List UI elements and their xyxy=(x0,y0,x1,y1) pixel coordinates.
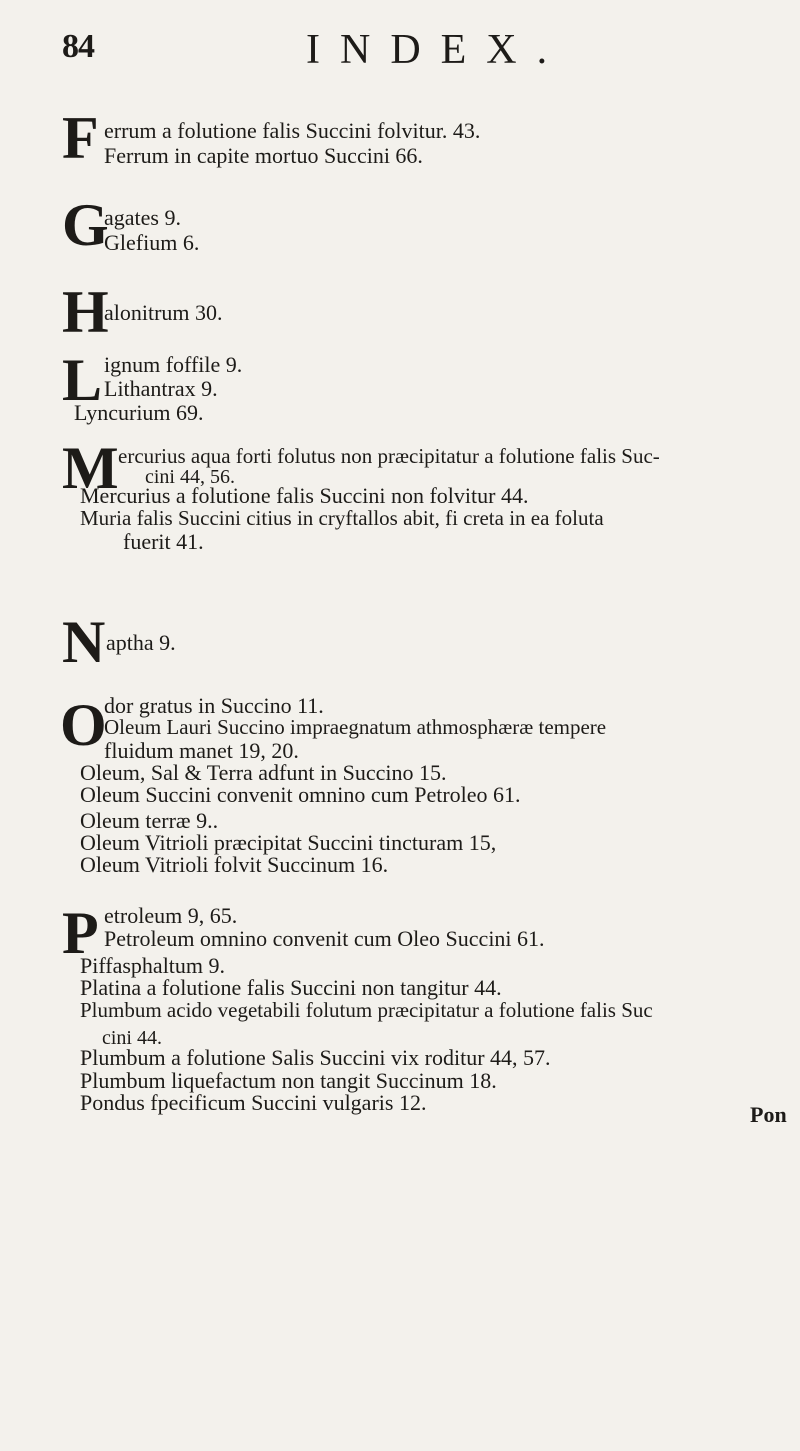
drop-initial-n: N xyxy=(62,609,106,675)
index-entry: fluidum manet 19, 20. xyxy=(104,738,299,763)
running-title: INDEX. xyxy=(306,27,568,73)
index-entry: Pondus fpecificum Succini vulgaris 12. xyxy=(80,1090,427,1115)
index-entry: Lyncurium 69. xyxy=(74,400,204,425)
index-entry: Muria falis Succini citius in cryftallos abit, fi creta in ea foluta xyxy=(80,506,604,530)
index-entry: Oleum Vitrioli præcipitat Succini tincturam 15, xyxy=(80,830,497,855)
index-entry: Oleum Vitrioli folvit Succinum 16. xyxy=(80,852,389,877)
index-entry: Ferrum in capite mortuo Succini 66. xyxy=(104,143,423,168)
index-entry: ignum foffile 9. xyxy=(104,352,243,377)
index-entry: etroleum 9, 65. xyxy=(104,903,238,928)
index-entry: Oleum Succini convenit omnino cum Petroleo 61. xyxy=(80,782,521,807)
catchword: Pon xyxy=(750,1102,787,1127)
index-entry: Lithantrax 9. xyxy=(104,376,218,401)
index-entry: Plumbum liquefactum non tangit Succinum 18. xyxy=(80,1068,497,1093)
drop-initial-p: P xyxy=(62,900,99,966)
index-entry: dor gratus in Succino 11. xyxy=(104,693,324,718)
index-entry: cini 44, 56. xyxy=(145,466,235,488)
index-entry: Oleum, Sal & Terra adfunt in Succino 15. xyxy=(80,760,447,785)
index-entry: agates 9. xyxy=(104,205,181,230)
index-entry: Mercurius a folutione falis Succini non folvitur 44. xyxy=(80,483,529,508)
index-entry: Platina a folutione falis Succini non tangitur 44. xyxy=(80,975,502,1000)
index-entry: ercurius aqua forti folutus non præcipitatur a folutione falis Suc- xyxy=(118,444,660,468)
drop-initial-h: H xyxy=(62,279,109,345)
index-entry: fuerit 41. xyxy=(123,529,204,554)
index-entry: aptha 9. xyxy=(106,630,176,655)
drop-initial-m: M xyxy=(62,435,119,501)
index-entry: Oleum Lauri Succino impraegnatum athmosphæræ tempere xyxy=(104,715,607,739)
index-entry: Oleum terræ 9.. xyxy=(80,808,219,833)
index-entry: errum a folutione falis Succini folvitur. 43. xyxy=(104,118,481,143)
drop-initial-f: F xyxy=(62,105,99,171)
index-entry: alonitrum 30. xyxy=(104,300,223,325)
index-entry: Plumbum acido vegetabili folutum præcipitatur a folutione falis Suc xyxy=(80,998,653,1022)
index-entry: cini 44. xyxy=(102,1027,162,1049)
index-entry: Plumbum a folutione Salis Succini vix roditur 44, 57. xyxy=(80,1045,551,1070)
drop-initial-l: L xyxy=(62,347,103,413)
index-entry: Glefium 6. xyxy=(104,230,200,255)
index-entry: Petroleum omnino convenit cum Oleo Succini 61. xyxy=(104,926,545,951)
drop-initial-g: G xyxy=(62,192,109,258)
drop-initial-o: O xyxy=(60,692,107,758)
page-number: 84 xyxy=(62,28,94,65)
index-entry: Piffasphaltum 9. xyxy=(80,953,226,978)
page-header xyxy=(0,0,800,73)
